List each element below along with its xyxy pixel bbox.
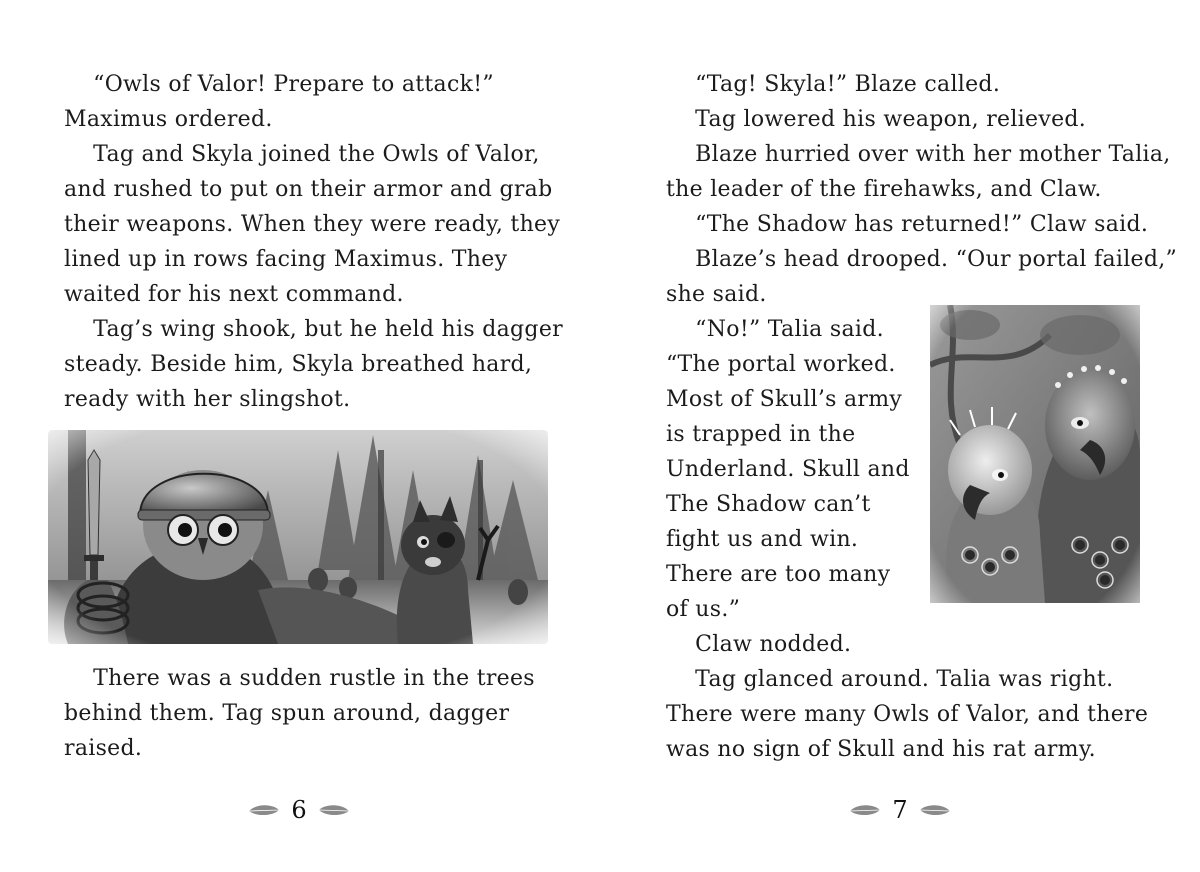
text-line: Tag glanced around. Talia was right.: [666, 667, 1114, 692]
text-line: Tag and Skyla joined the Owls of Valor,: [64, 142, 540, 167]
text-line: waited for his next command.: [64, 282, 404, 307]
text-line: raised.: [64, 736, 143, 761]
text-line: of us.”: [666, 597, 741, 622]
paragraph: [64, 661, 535, 766]
illustration-firehawks: [930, 305, 1140, 603]
leaf-ornament-icon: [317, 802, 351, 818]
illustration-image: [48, 430, 548, 644]
text-line: There were many Owls of Valor, and there: [666, 702, 1149, 727]
text-line: “Owls of Valor! Prepare to attack!”: [64, 72, 494, 97]
text-line: Most of Skull’s army: [666, 387, 903, 412]
paragraph: [64, 137, 560, 312]
page-number: 7: [892, 796, 908, 824]
right-page: [600, 0, 1200, 872]
leaf-ornament-icon: [848, 802, 882, 818]
text-line: There are too many: [666, 562, 891, 587]
text-line: their weapons. When they were ready, they: [64, 212, 561, 237]
text-line: Maximus ordered.: [64, 107, 273, 132]
text-line: “No!” Talia said.: [666, 317, 884, 342]
text-line: ready with her slingshot.: [64, 387, 351, 412]
text-line: There was a sudden rustle in the trees: [64, 666, 535, 691]
text-line: Underland. Skull and: [666, 457, 910, 482]
paragraph: [64, 67, 494, 137]
text-line: “The portal worked.: [666, 352, 896, 377]
text-line: Tag’s wing shook, but he held his dagger: [64, 317, 563, 342]
text-line: “The Shadow has returned!” Claw said.: [666, 212, 1149, 237]
page-number-footer: [247, 795, 351, 825]
paragraph: [64, 312, 563, 417]
text-line: Claw nodded.: [666, 632, 852, 657]
text-line: Blaze hurried over with her mother Talia,: [666, 142, 1171, 167]
text-line: she said.: [666, 282, 767, 307]
page-number: 6: [291, 796, 307, 824]
leaf-ornament-icon: [247, 802, 281, 818]
text-line: behind them. Tag spun around, dagger: [64, 701, 510, 726]
text-line: lined up in rows facing Maximus. They: [64, 247, 508, 272]
text-line: “Tag! Skyla!” Blaze called.: [666, 72, 1001, 97]
illustration-image: [930, 305, 1140, 603]
text-line: Tag lowered his weapon, relieved.: [666, 107, 1087, 132]
text-line: the leader of the firehawks, and Claw.: [666, 177, 1102, 202]
illustration-owl-and-squirrel: [48, 430, 548, 644]
text-line: Blaze’s head drooped. “Our portal failed,”: [666, 247, 1178, 272]
text-line: and rushed to put on their armor and grab: [64, 177, 553, 202]
page-number-footer: [848, 795, 952, 825]
text-line: steady. Beside him, Skyla breathed hard,: [64, 352, 533, 377]
text-line: was no sign of Skull and his rat army.: [666, 737, 1096, 762]
text-line: The Shadow can’t: [666, 492, 871, 517]
text-line: fight us and win.: [666, 527, 859, 552]
leaf-ornament-icon: [918, 802, 952, 818]
text-line: is trapped in the: [666, 422, 856, 447]
